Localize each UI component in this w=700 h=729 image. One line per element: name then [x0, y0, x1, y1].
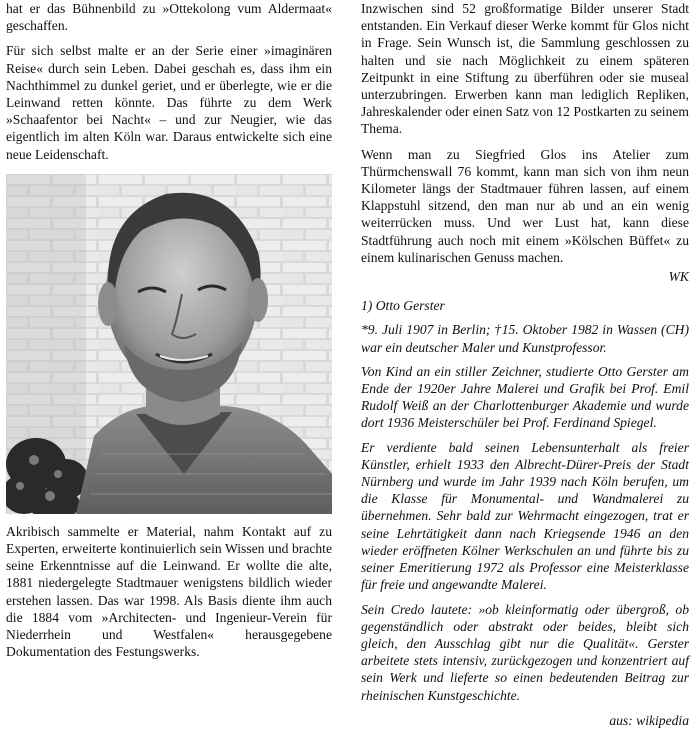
portrait-photo [6, 174, 332, 514]
paragraph: Akribisch sammelte er Material, nahm Kontakt auf zu Experten, erweiterte kontinuierlich sein Wissen und brachte seine Erkenntnisse auf die Leinwand. Er wollte die alte, 1881 niedergelegte Stadtmauer wenigstens bildlich wieder erstehen lassen. Das war 1998. Als Basis diente ihm auch die 1884 vom »Architecten- und Ingenieur-Verein für Niederrhein und Westfalen« herausgegebene Dokumentation des Festungswerks. [6, 523, 332, 660]
paragraph: Für sich selbst malte er an der Serie einer »imaginären Reise« durch sein Leben. Dabei geschah es, dass ihm ein Nachthimmel zu dunkel geriet, und er überlegte, wie er die Leinwand retten könnte. Das führte zu dem Werk »Schaafentor bei Nacht« – und zur Neugier, wie das eigentlich im alten Köln war. Daraus entwickelte sich eine neue Leidenschaft. [6, 43, 332, 162]
paragraph: Wenn man zu Siegfried Glos ins Atelier zum Thürmchenswall 76 kommt, kann man sich von ihm neun Kilometer längs der Stadtmauer führen lassen, auf einem Klappstuhl sitzend, den man nur ab und an ein wenig weiterrücken muss. Und wer Lust hat, kann diese Stadtführung auch noch mit einem »Kölschen Büffet« zu einem kulinarischen Genuss machen. [361, 146, 689, 265]
paragraph: Inzwischen sind 52 großformatige Bilder unserer Stadt entstanden. Ein Verkauf dieser Werke kommt für Glos nicht in Frage. Sein Wunsch ist, die Sammlung geschlossen zu halten und sie nach Möglichkeit zu einem späteren Zeitpunkt in eine Stiftung zu überführen oder sie museal unterzubringen. Erwerben kann man lediglich Repliken, Jahreskalender oder einen Satz von 12 Postkarten zu seinem Thema. [361, 1, 689, 137]
footnote-paragraph: Von Kind an ein stiller Zeichner, studierte Otto Gerster am Ende der 1920er Jahre Malerei und Grafik bei Prof. Emil Rudolf Weiß an der Charlottenburger Akademie und wurde dort 1936 Meisterschüler bei Prof. Ferdinand Spiegel. [361, 363, 689, 431]
left-column [6, 0, 332, 660]
footnote-paragraph: Sein Credo lautete: »ob kleinformatig oder übergroß, ob gegenständlich oder abstrakt oder beides, bleibt sich gleich, den Ausschlag gibt nur die Qualität«. Gerster arbeitete stets intensiv, zurückgezogen und konzentriert auf sein Werk und lieferte so einen bedeutenden Beitrag zur rheinischen Kunstgeschichte. [361, 601, 689, 703]
right-column [361, 0, 689, 729]
source-credit: aus: wikipedia [609, 712, 689, 728]
footnote-title: 1) Otto Gerster [361, 298, 445, 314]
paragraph: hat er das Bühnenbild zu »Ottekolong vum Aldermaat« geschaffen. [6, 1, 332, 34]
footnote-paragraph: Er verdiente bald seinen Lebensunterhalt als freier Künstler, erhielt 1933 den Albrecht-Dürer-Preis der Stadt Nürnberg und wurde im Jahr 1939 nach Köln berufen, um die Klasse für Monumental- und Wandmalerei zu übernehmen. Sehr bald zur Wehrmacht eingezogen, trat er seine Lehrtätigkeit dann nach Kriegsende 1946 an den wieder eröffneten Kölner Werkschulen an und führte bis zu seiner Emeritierung 1972 als Professor eine Meisterklasse für freie und angewandte Malerei. [361, 439, 689, 593]
author-signature: WK [668, 269, 689, 285]
footnote-paragraph: *9. Juli 1907 in Berlin; †15. Oktober 1982 in Wassen (CH) war ein deutscher Maler und Kunstprofessor. [361, 322, 689, 355]
